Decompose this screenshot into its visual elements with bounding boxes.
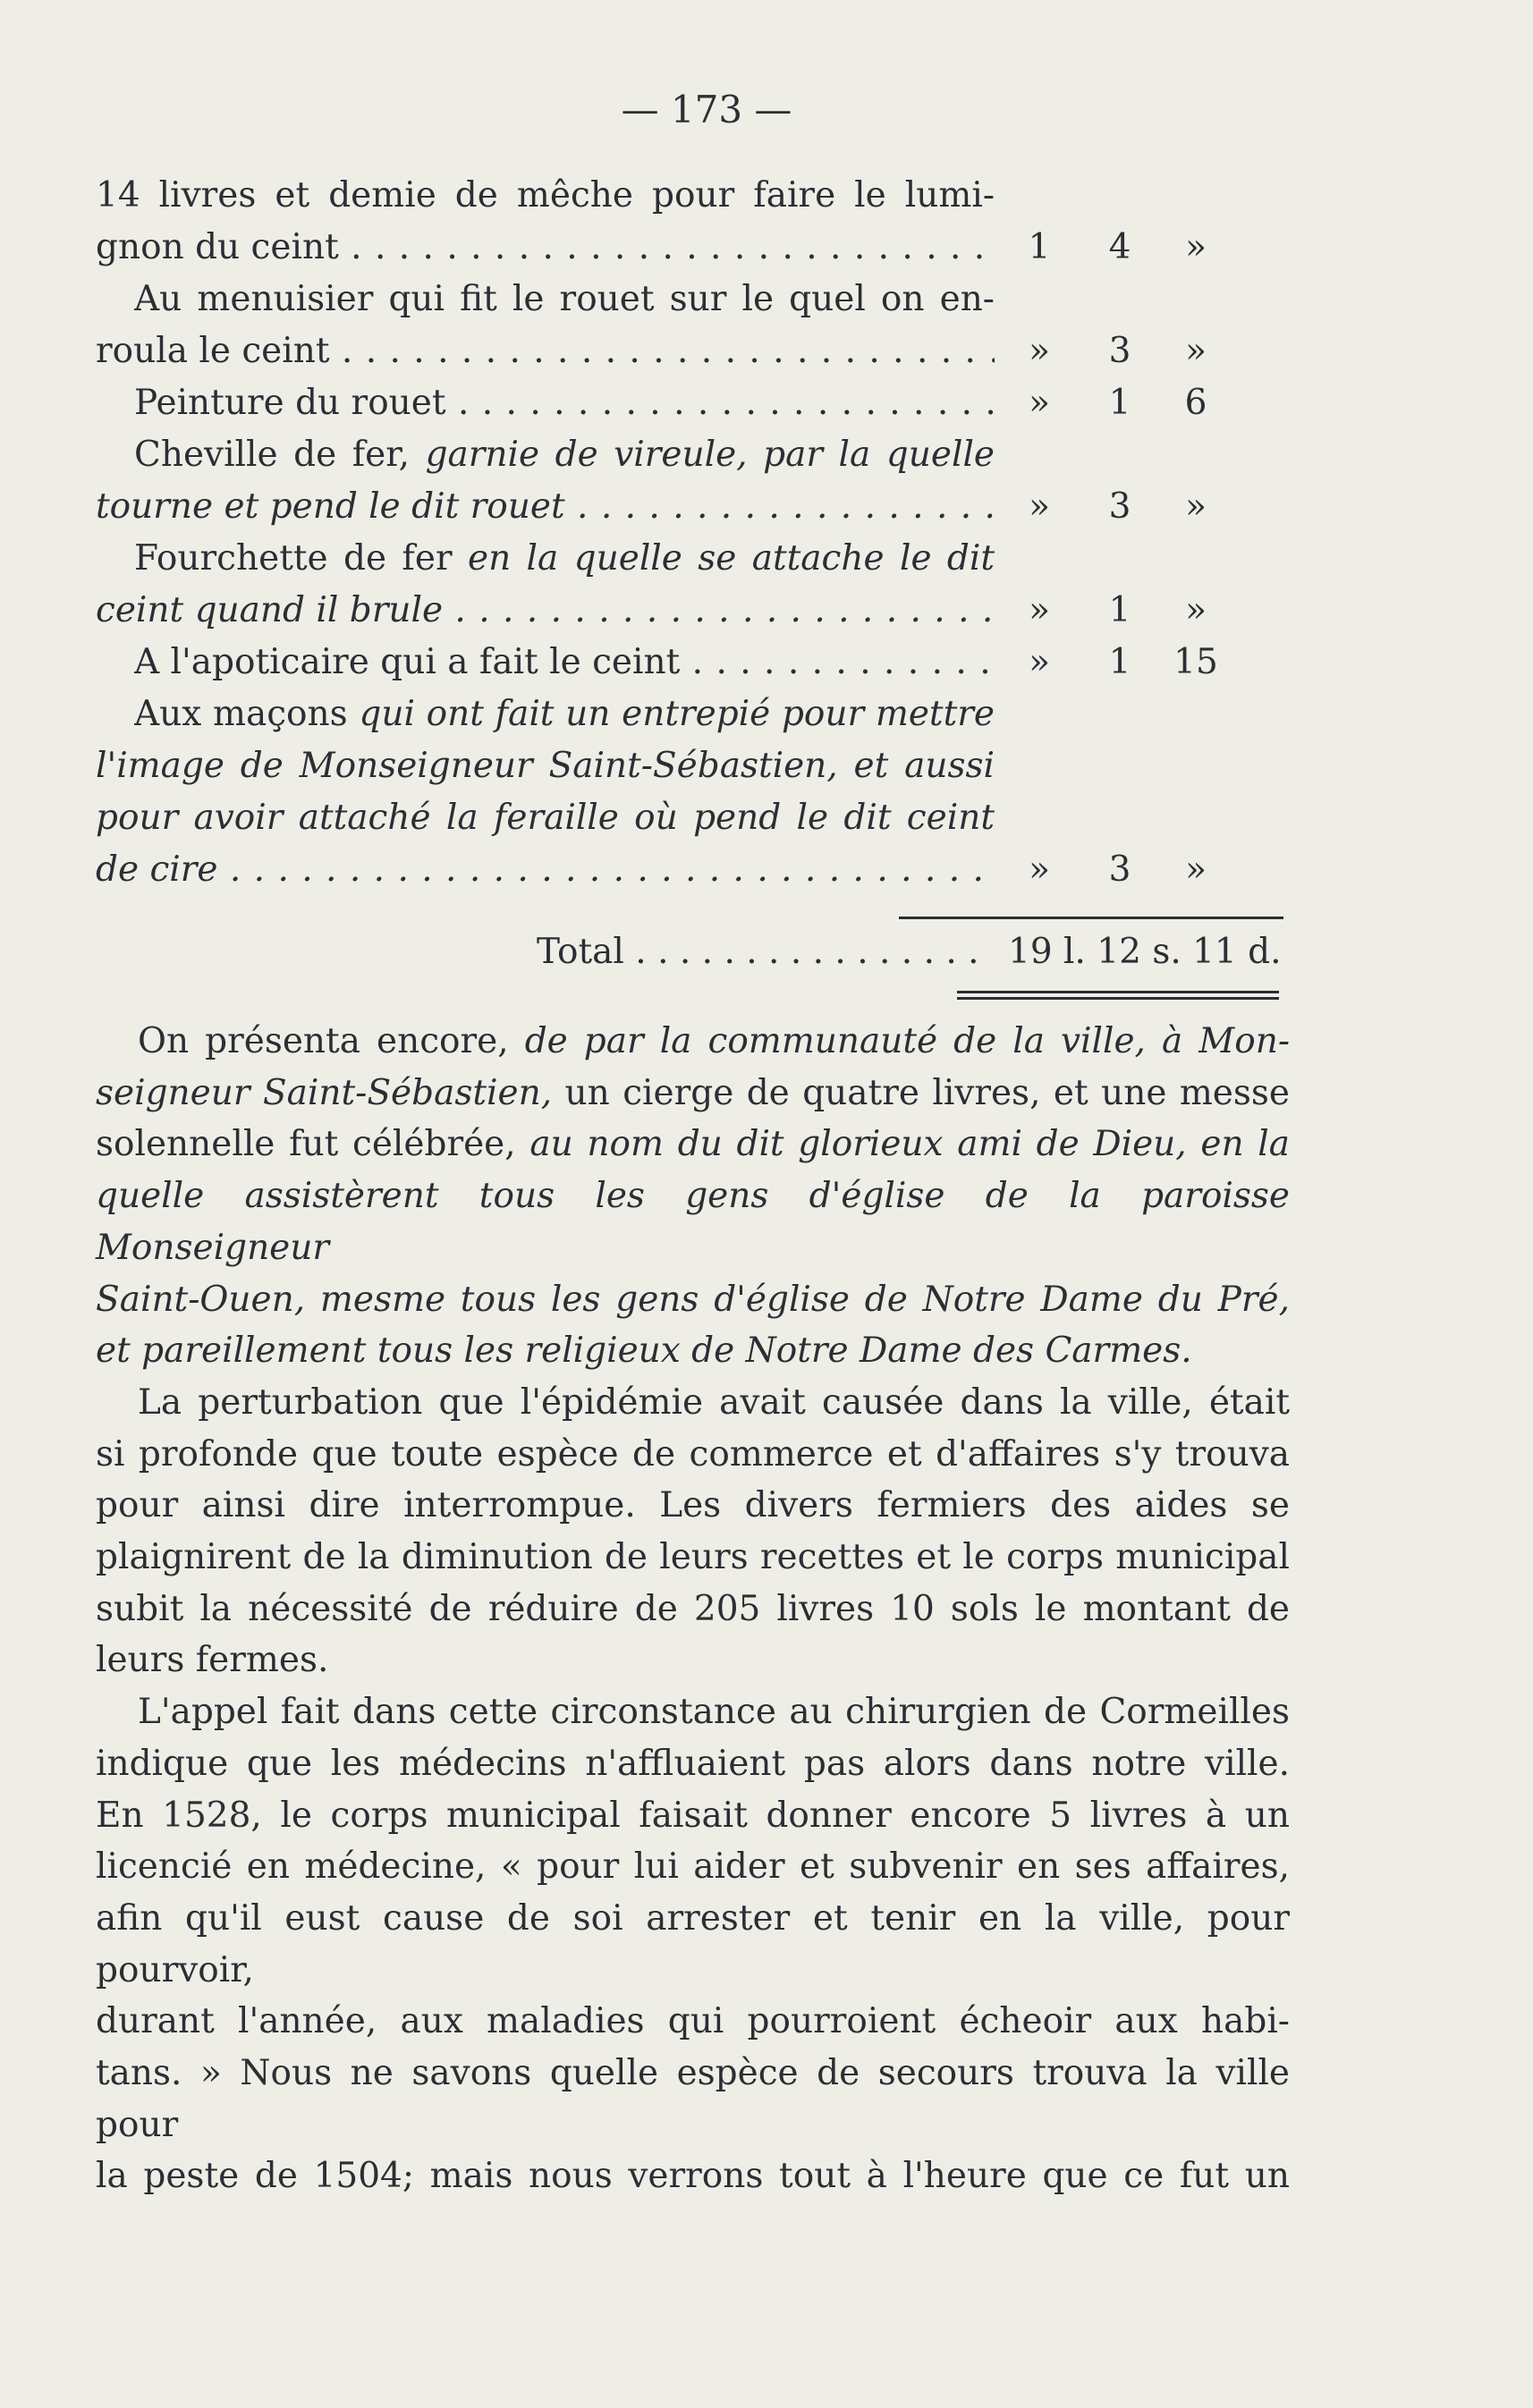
text-line: En 1528, le corps municipal faisait donner encore 5 livres à un bbox=[96, 1795, 1290, 1836]
text-line: indique que les médecins n'affluaient pas alors dans notre ville. bbox=[96, 1743, 1290, 1784]
ledger-text: Cheville de fer, garnie de vireule, par la quelle bbox=[134, 435, 995, 475]
ledger-line bbox=[96, 481, 1294, 533]
ledger-text: Fourchette de fer en la quelle se attache le dit bbox=[134, 538, 995, 579]
text-line: licencié en médecine, « pour lui aider et subvenir en ses affaires, bbox=[96, 1846, 1290, 1888]
amount-sols: 3 bbox=[1108, 849, 1131, 890]
amount-livres: » bbox=[1029, 486, 1050, 527]
ledger-text: Aux maçons qui ont fait un entrepié pour mettre bbox=[134, 694, 995, 734]
ledger-line bbox=[96, 792, 1294, 844]
text-line: On présenta encore, de par la communauté de la ville, à Mon- bbox=[138, 1021, 1291, 1061]
text-line: seigneur Saint-Sébastien, un cierge de quatre livres, et une messe bbox=[96, 1072, 1290, 1113]
amount-livres: » bbox=[1029, 590, 1050, 630]
ledger-line bbox=[96, 533, 1294, 585]
ledger-text: de cire . . . bbox=[96, 844, 995, 896]
amount-sols: 1 bbox=[1108, 590, 1131, 630]
ledger-text: Peinture du rouet . . . bbox=[134, 377, 995, 429]
amount-deniers: 15 bbox=[1173, 642, 1218, 682]
text-line: la peste de 1504; mais nous verrons tout à l'heure que ce fut un bbox=[96, 2156, 1290, 2197]
ledger-text: A l'apoticaire qui a fait le ceint . . . bbox=[134, 637, 995, 689]
amount-livres: » bbox=[1029, 849, 1050, 890]
total-amount: 19 l. 12 s. 11 d. bbox=[1008, 932, 1282, 972]
ledger-line bbox=[96, 740, 1294, 792]
total-rule bbox=[899, 917, 1283, 919]
amount-livres: 1 bbox=[1028, 227, 1051, 267]
text-line: afin qu'il eust cause de soi arrester et tenir en la ville, pour pourvoir, bbox=[96, 1897, 1290, 1990]
text-line: leurs fermes. bbox=[96, 1640, 329, 1681]
double-rule-top bbox=[957, 991, 1279, 993]
text-line: plaignirent de la diminution de leurs recettes et le corps municipal bbox=[96, 1537, 1290, 1578]
ledger-text: 14 livres et demie de mêche pour faire le lumi- bbox=[96, 175, 995, 215]
ledger-line bbox=[96, 429, 1294, 481]
body-text bbox=[96, 1016, 1290, 2202]
ledger-text: roula le ceint . . . bbox=[96, 325, 995, 377]
amount-livres: » bbox=[1029, 383, 1050, 423]
text-line: solennelle fut célébrée, au nom du dit glorieux ami de Dieu, en la bbox=[96, 1124, 1291, 1165]
amount-deniers: » bbox=[1185, 331, 1207, 371]
text-line: La perturbation que l'épidémie avait causée dans la ville, était bbox=[138, 1381, 1290, 1423]
text-line: subit la nécessité de réduire de 205 livres 10 sols le montant de bbox=[96, 1588, 1290, 1629]
ledger-line bbox=[96, 274, 1294, 325]
ledger-text: pour avoir attaché la feraille où pend le dit ceint bbox=[96, 798, 995, 838]
ledger-line bbox=[96, 585, 1294, 637]
ledger-text: gnon du ceint . . . bbox=[96, 222, 995, 274]
text-line: quelle assistèrent tous les gens d'église de la paroisse Monseigneur bbox=[96, 1176, 1290, 1268]
ledger-text: l'image de Monseigneur Saint-Sébastien, et aussi bbox=[96, 746, 995, 786]
ledger-line bbox=[96, 222, 1294, 274]
text-line: et pareillement tous les religieux de Notre Dame des Carmes. bbox=[96, 1331, 1192, 1372]
expense-ledger bbox=[96, 170, 1294, 896]
ledger-line bbox=[96, 325, 1294, 377]
amount-sols: 3 bbox=[1108, 331, 1131, 371]
text-line: si profonde que toute espèce de commerce et d'affaires s'y trouva bbox=[96, 1433, 1290, 1474]
ledger-line bbox=[96, 637, 1294, 689]
ledger-line bbox=[96, 844, 1294, 896]
amount-sols: 1 bbox=[1108, 383, 1131, 423]
ledger-text: tourne et pend le dit rouet . . . bbox=[96, 481, 995, 533]
double-rule-bottom bbox=[957, 997, 1279, 1000]
amount-sols: 4 bbox=[1108, 227, 1131, 267]
text-line: tans. » Nous ne savons quelle espèce de secours trouva la ville pour bbox=[96, 2053, 1290, 2145]
total-row bbox=[537, 926, 1288, 978]
ledger-text: Au menuisier qui fit le rouet sur le quel on en- bbox=[134, 279, 995, 319]
amount-livres: » bbox=[1029, 331, 1050, 371]
ledger-line bbox=[96, 170, 1294, 222]
text-line: L'appel fait dans cette circonstance au chirurgien de Cormeilles bbox=[138, 1692, 1290, 1733]
amount-sols: 3 bbox=[1108, 486, 1131, 527]
text-line: durant l'année, aux maladies qui pourroient écheoir aux habi- bbox=[96, 2001, 1290, 2042]
total-label: Total . . . bbox=[537, 926, 984, 978]
amount-deniers: 6 bbox=[1184, 383, 1207, 423]
ledger-line bbox=[96, 689, 1294, 740]
page-number: — 173 — bbox=[621, 88, 792, 131]
ledger-text: ceint quand il brule . . . bbox=[96, 585, 995, 637]
amount-deniers: » bbox=[1185, 227, 1207, 267]
amount-deniers: » bbox=[1185, 590, 1207, 630]
amount-deniers: » bbox=[1185, 486, 1207, 527]
text-line: Saint-Ouen, mesme tous les gens d'église de Notre Dame du Pré, bbox=[96, 1279, 1290, 1320]
ledger-line bbox=[96, 377, 1294, 429]
amount-deniers: » bbox=[1185, 849, 1207, 890]
amount-sols: 1 bbox=[1108, 642, 1131, 682]
text-line: pour ainsi dire interrompue. Les divers fermiers des aides se bbox=[96, 1485, 1290, 1526]
amount-livres: » bbox=[1029, 642, 1050, 682]
